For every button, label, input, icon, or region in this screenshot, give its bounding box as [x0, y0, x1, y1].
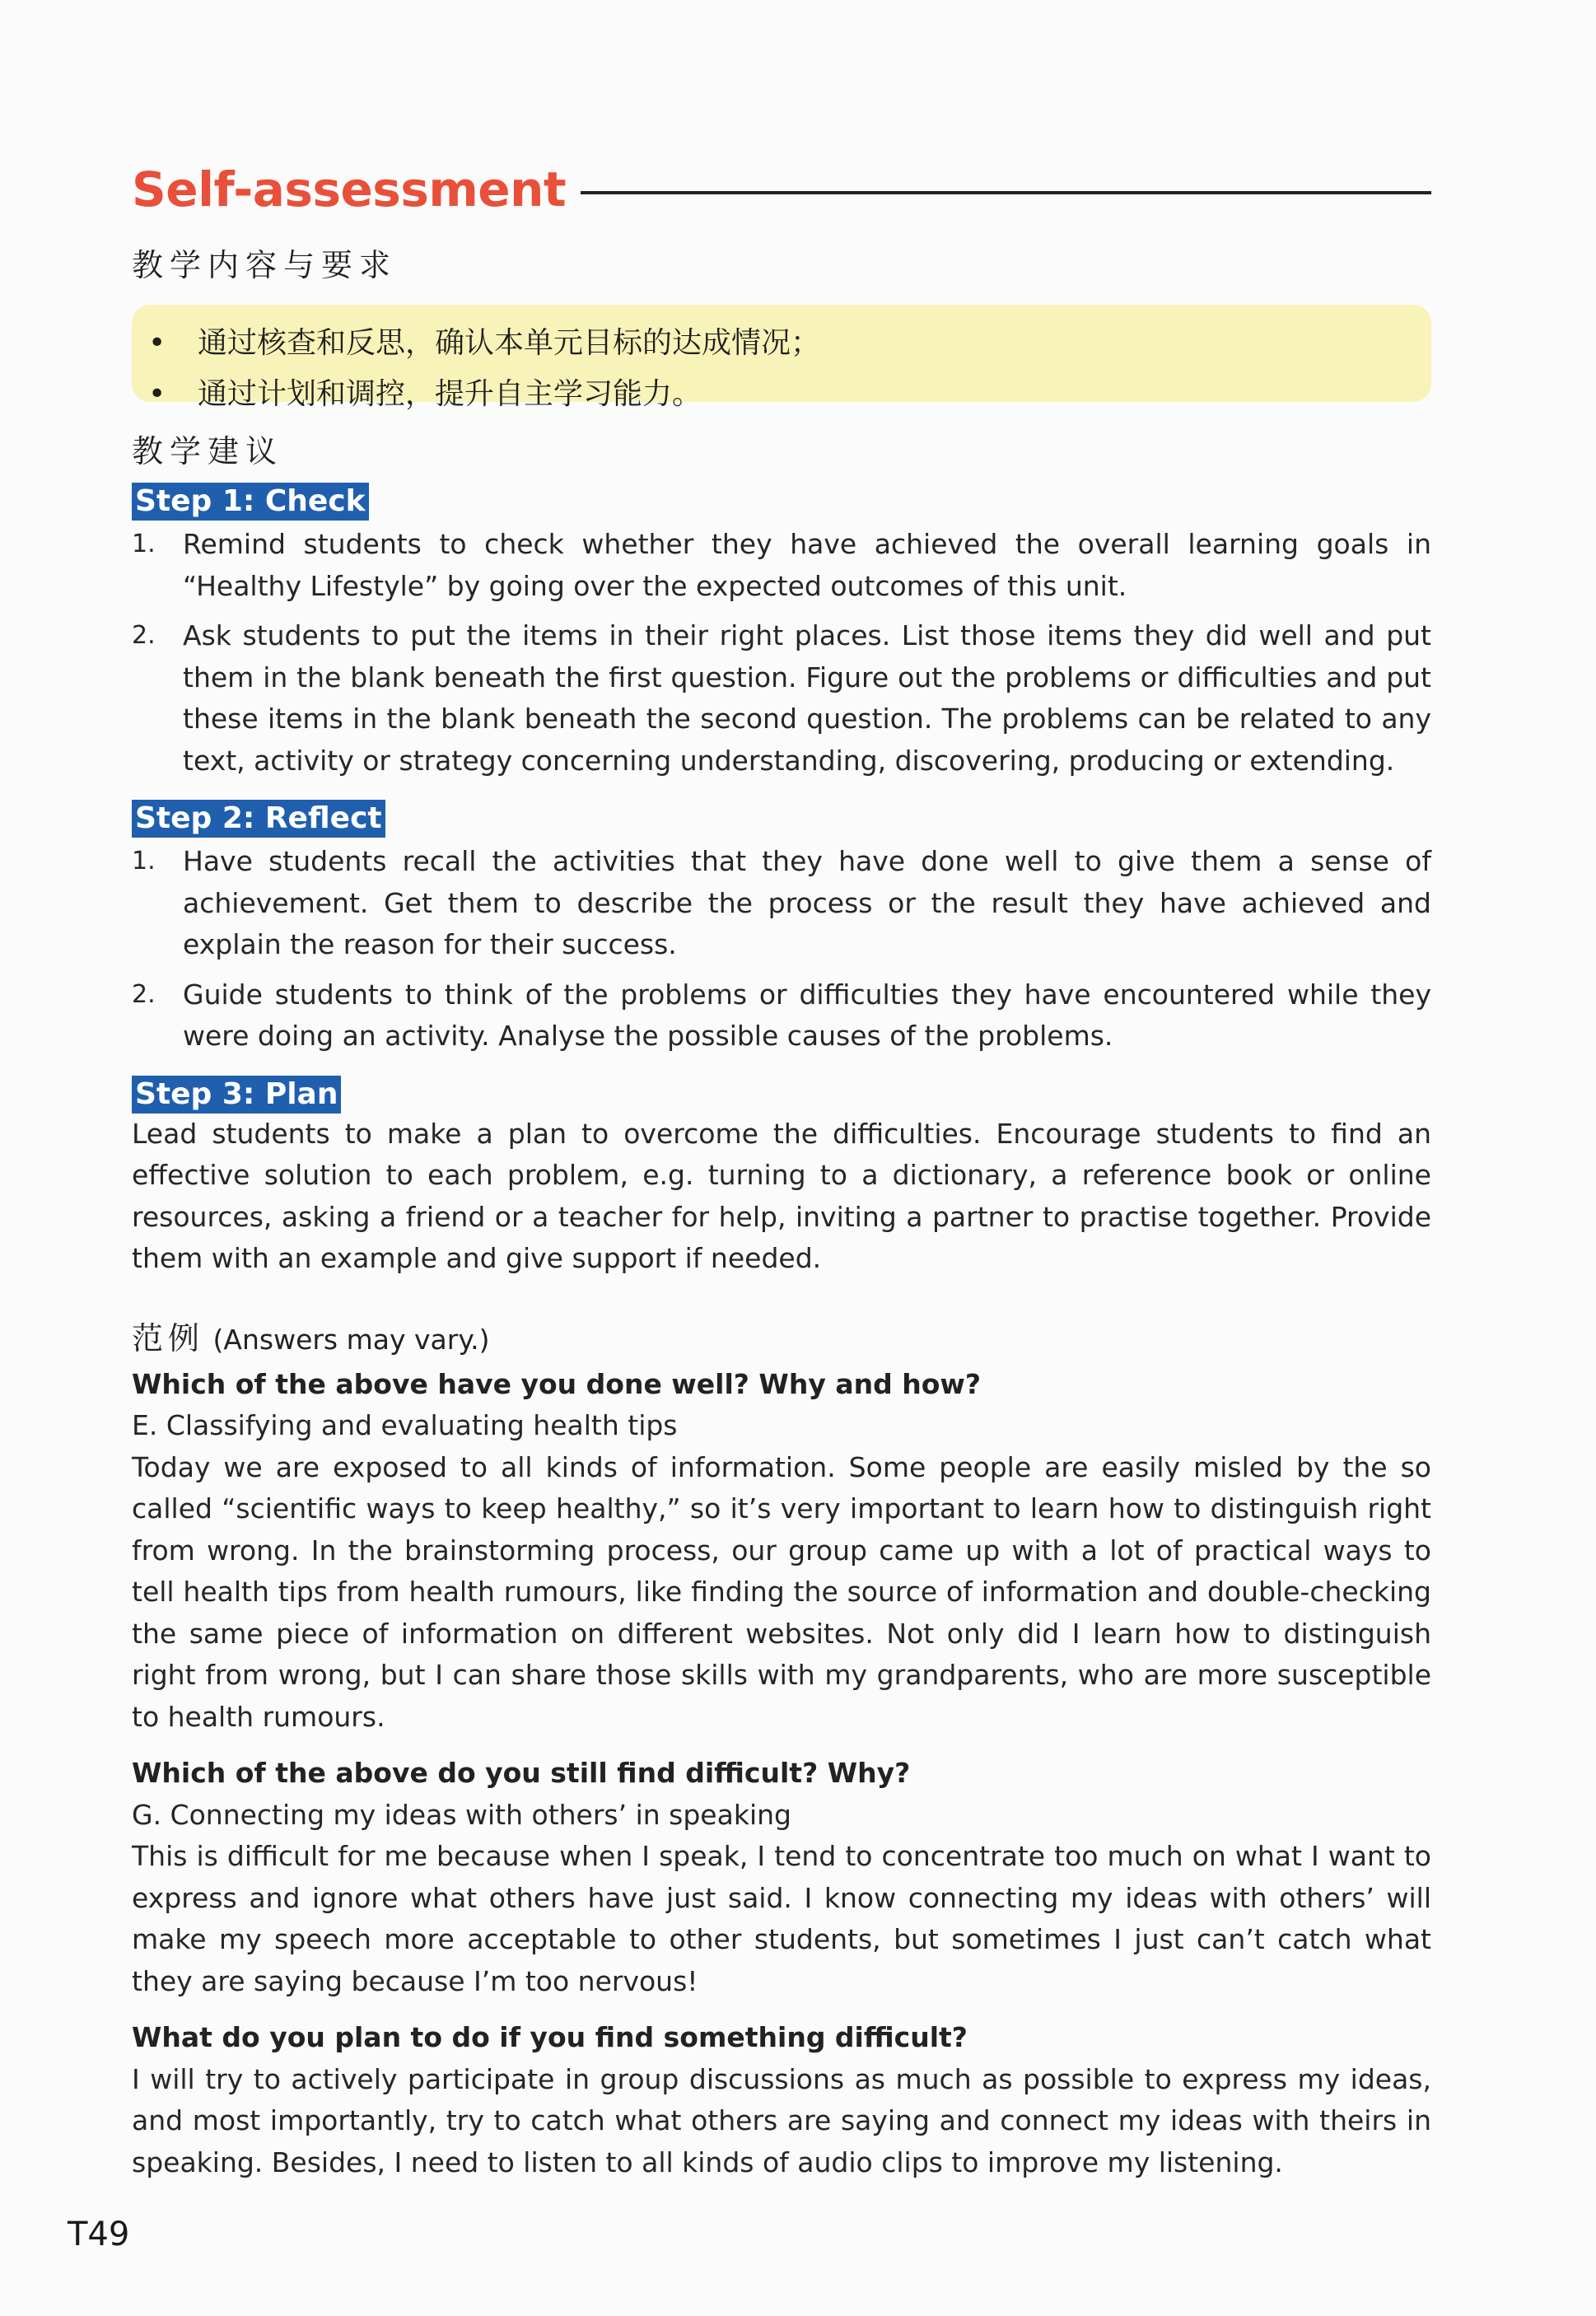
example-heading-cn: 范例 — [132, 1319, 205, 1356]
list-text: Have students recall the activities that they have done well to give them a sense of achievement. Get them to describe the process or the result they have achieved and explain the reason for their success. — [183, 845, 1431, 960]
goal-item: • 通过核查和反思，确认本单元目标的达成情况； — [198, 318, 1431, 369]
list-item — [132, 841, 1431, 966]
list-number: 1. — [132, 530, 156, 558]
goals-box — [132, 305, 1431, 411]
example-question-3: What do you plan to do if you find something difficult? — [132, 2021, 968, 2053]
step3-text: Lead students to make a plan to overcome the difficulties. Encourage students to find an effective solution to each problem, e.g. turning to a dictionary, a reference book or online resources, asking a friend or a teacher for help, inviting a partner to practise together. Provide them with an example and give support if needed. — [132, 1117, 1431, 1274]
list-number: 2. — [132, 621, 156, 650]
content-area — [132, 156, 1431, 2183]
example-answer-3-text: I will try to actively participate in group discussions as much as possible to express my ideas, and most importantly, try to catch what others are saying and connect my ideas with theirs in speaking. Besides, I need to listen to all kinds of audio clips to improve my listening. — [132, 2062, 1431, 2178]
page-number: T49 — [68, 2216, 130, 2253]
step2-label: Step 2: Reflect — [132, 800, 385, 838]
list-item — [132, 524, 1431, 607]
list-text: Guide students to think of the problems or difficulties they have encountered while they were doing an activity. Analyse the possible causes of the problems. — [183, 978, 1431, 1052]
example-question-1: Which of the above have you done well? Why and how? — [132, 1367, 981, 1400]
title-row — [132, 156, 1431, 222]
section-heading-content-requirements: 教学内容与要求 — [132, 247, 398, 283]
section-heading-teaching-suggestions: 教学建议 — [132, 433, 284, 469]
example-answer-2-item: G. Connecting my ideas with others’ in speaking — [132, 1798, 791, 1831]
step1-label: Step 1: Check — [132, 483, 369, 521]
example-answer-1-text: Today we are exposed to all kinds of information. Some people are easily misled by the so called “scientific ways to keep healthy,” so it’s very important to learn how to distinguish right from wrong. In the brainstorming process, our group came up with a lot of practical ways to tell health tips from health rumours, like finding the source of information and double-checking the same piece of information on different websites. Not only did I learn how to distinguish right from wrong, but I can share those skills with my grandparents, who are more susceptible to health rumours. — [132, 1450, 1431, 1733]
step2-list — [132, 841, 1431, 1058]
title-rule — [581, 191, 1431, 194]
page-title: Self-assessment — [132, 161, 567, 217]
list-number: 2. — [132, 979, 156, 1009]
example-heading-note: (Answers may vary.) — [212, 1323, 490, 1356]
goal-item: • 通过计划和调控，提升自主学习能力。 — [198, 369, 1431, 420]
step1-list — [132, 524, 1431, 782]
example-answer-2-text: This is difficult for me because when I speak, I tend to concentrate too much on what I want to express and ignore what others have just said. I know connecting my ideas with others’ will make my speech more acceptable to other students, but sometimes I just can’t catch what they are saying because I’m too nervous! — [132, 1840, 1431, 1997]
list-text: Ask students to put the items in their right places. List those items they did well and put them in the blank beneath the first question. Figure out the problems or difficulties and put these items in the blank beneath the second question. The problems can be related to any text, activity or strategy concerning understanding, discovering, producing or extending. — [183, 619, 1431, 777]
list-number: 1. — [132, 847, 156, 876]
step3-label: Step 3: Plan — [132, 1076, 341, 1114]
example-answer-1-item: E. Classifying and evaluating health tips — [132, 1409, 678, 1441]
example-heading — [132, 1316, 1431, 1361]
list-item — [132, 974, 1431, 1058]
example-question-2: Which of the above do you still find difficult? Why? — [132, 1757, 911, 1789]
list-text: Remind students to check whether they have achieved the overall learning goals in “Healthy Lifestyle” by going over the expected outcomes of this unit. — [183, 528, 1431, 602]
list-item — [132, 615, 1431, 782]
